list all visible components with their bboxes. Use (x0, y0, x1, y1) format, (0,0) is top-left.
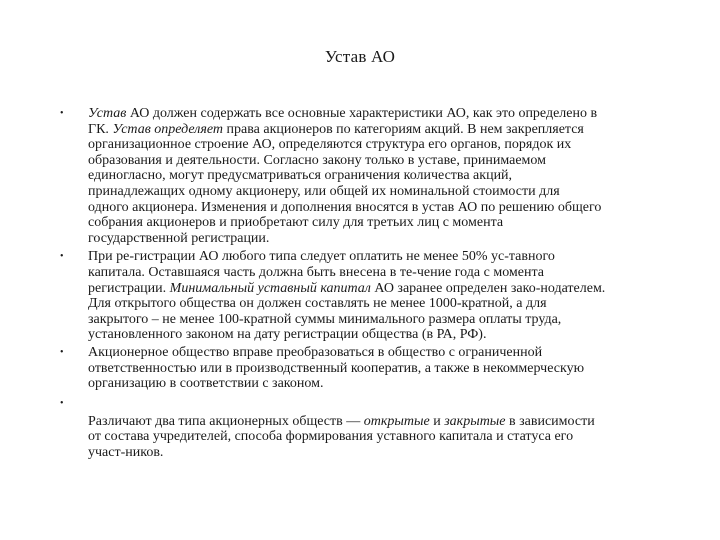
bullet-text (88, 249, 685, 343)
text-run: собрания акционеров и приобретают силу для третьих лиц с момента (88, 215, 504, 231)
text-run: образования и деятельности. Согласно закону только в уставе, принимаемом (88, 152, 546, 168)
text-run: АО должен содержать все основные характеристики АО, как это определено в (126, 106, 598, 121)
bullet-marker: • (60, 108, 64, 119)
emphasis-text: Устав определяет (112, 121, 224, 137)
text-run: регистрации. (88, 280, 170, 296)
bullet-item-types (60, 396, 685, 461)
text-line (88, 122, 685, 138)
text-line (88, 429, 685, 445)
text-line (88, 200, 685, 216)
text-run: в зависимости (505, 413, 595, 429)
text-run: Для открытого общества он должен составлять не менее 1000-кратной, а для (88, 296, 547, 312)
bullet-item-transformation (60, 345, 685, 392)
bullet-marker: • (60, 397, 64, 409)
bullet-text (88, 396, 685, 461)
text-run: Акционерное общество вправе преобразоваться в общество с ограниченной (88, 344, 543, 360)
text-run: от состава учредителей, способа формирования уставного капитала и статуса его (88, 429, 574, 445)
text-line (88, 153, 685, 169)
bullet-item-capital (60, 249, 685, 343)
text-line (88, 215, 685, 231)
emphasis-text: закрытые (444, 413, 506, 429)
text-run: участ-ников. (88, 444, 164, 460)
text-line (88, 265, 685, 281)
text-run: организационное строение АО, определяются структура его органов, порядок их (88, 137, 572, 153)
emphasis-text: Устав (88, 106, 127, 121)
text-line (88, 106, 685, 122)
text-line (88, 137, 685, 153)
text-run: ответственностью или в производственный кооператив, а также в некоммерческую (88, 360, 585, 376)
text-line (88, 296, 685, 312)
bullet-marker: • (60, 251, 64, 263)
slide-title: Устав АО (324, 47, 396, 66)
text-line (88, 361, 685, 377)
text-line (88, 376, 685, 392)
text-line (88, 249, 685, 265)
text-line (88, 327, 685, 343)
bullet-marker: • (60, 346, 64, 358)
text-run: Различают два типа акционерных обществ — (88, 413, 364, 429)
bullet-text (88, 106, 685, 246)
text-line (88, 281, 685, 297)
text-line (88, 168, 685, 184)
text-run: АО заранее определен зако-нодателем. (370, 280, 606, 296)
text-run: и (429, 413, 445, 429)
text-line (88, 312, 685, 328)
text-run: единогласно, могут предусматриваться ограничения количества акций, (88, 168, 513, 184)
text-run: организацию в соответствии с законом. (88, 376, 324, 392)
text-run: права акционеров по категориям акций. В нем закрепляется (223, 121, 584, 137)
text-run: установленного законом на дату регистрации общества (в РА, РФ). (88, 327, 487, 343)
text-run: капитала. Оставшаяся часть должна быть внесена в те-чение года с момента (88, 264, 544, 280)
emphasis-text: открытые (363, 413, 430, 429)
text-line (88, 184, 685, 200)
text-run: закрытого – не менее 100-кратной суммы минимального размера оплаты труда, (88, 311, 562, 327)
text-line (88, 414, 685, 430)
text-run: одного акционера. Изменения и дополнения вносятся в устав АО по решению общего (88, 199, 602, 215)
bullet-text (88, 345, 685, 392)
text-line (88, 345, 685, 361)
text-line (88, 231, 685, 247)
text-run: государственной регистрации. (88, 230, 270, 246)
bullet-item-charter (60, 106, 685, 246)
text-run: ГК. (88, 121, 113, 137)
text-run: принадлежащих одному акционеру, или общей их номинальной стоимости для (88, 183, 560, 199)
bullet-list (60, 106, 685, 460)
text-line (88, 445, 685, 461)
text-run: При ре-гистрации АО любого типа следует оплатить не менее 50% ус-тавного (88, 249, 555, 265)
emphasis-text: Минимальный уставный капитал (169, 280, 371, 296)
